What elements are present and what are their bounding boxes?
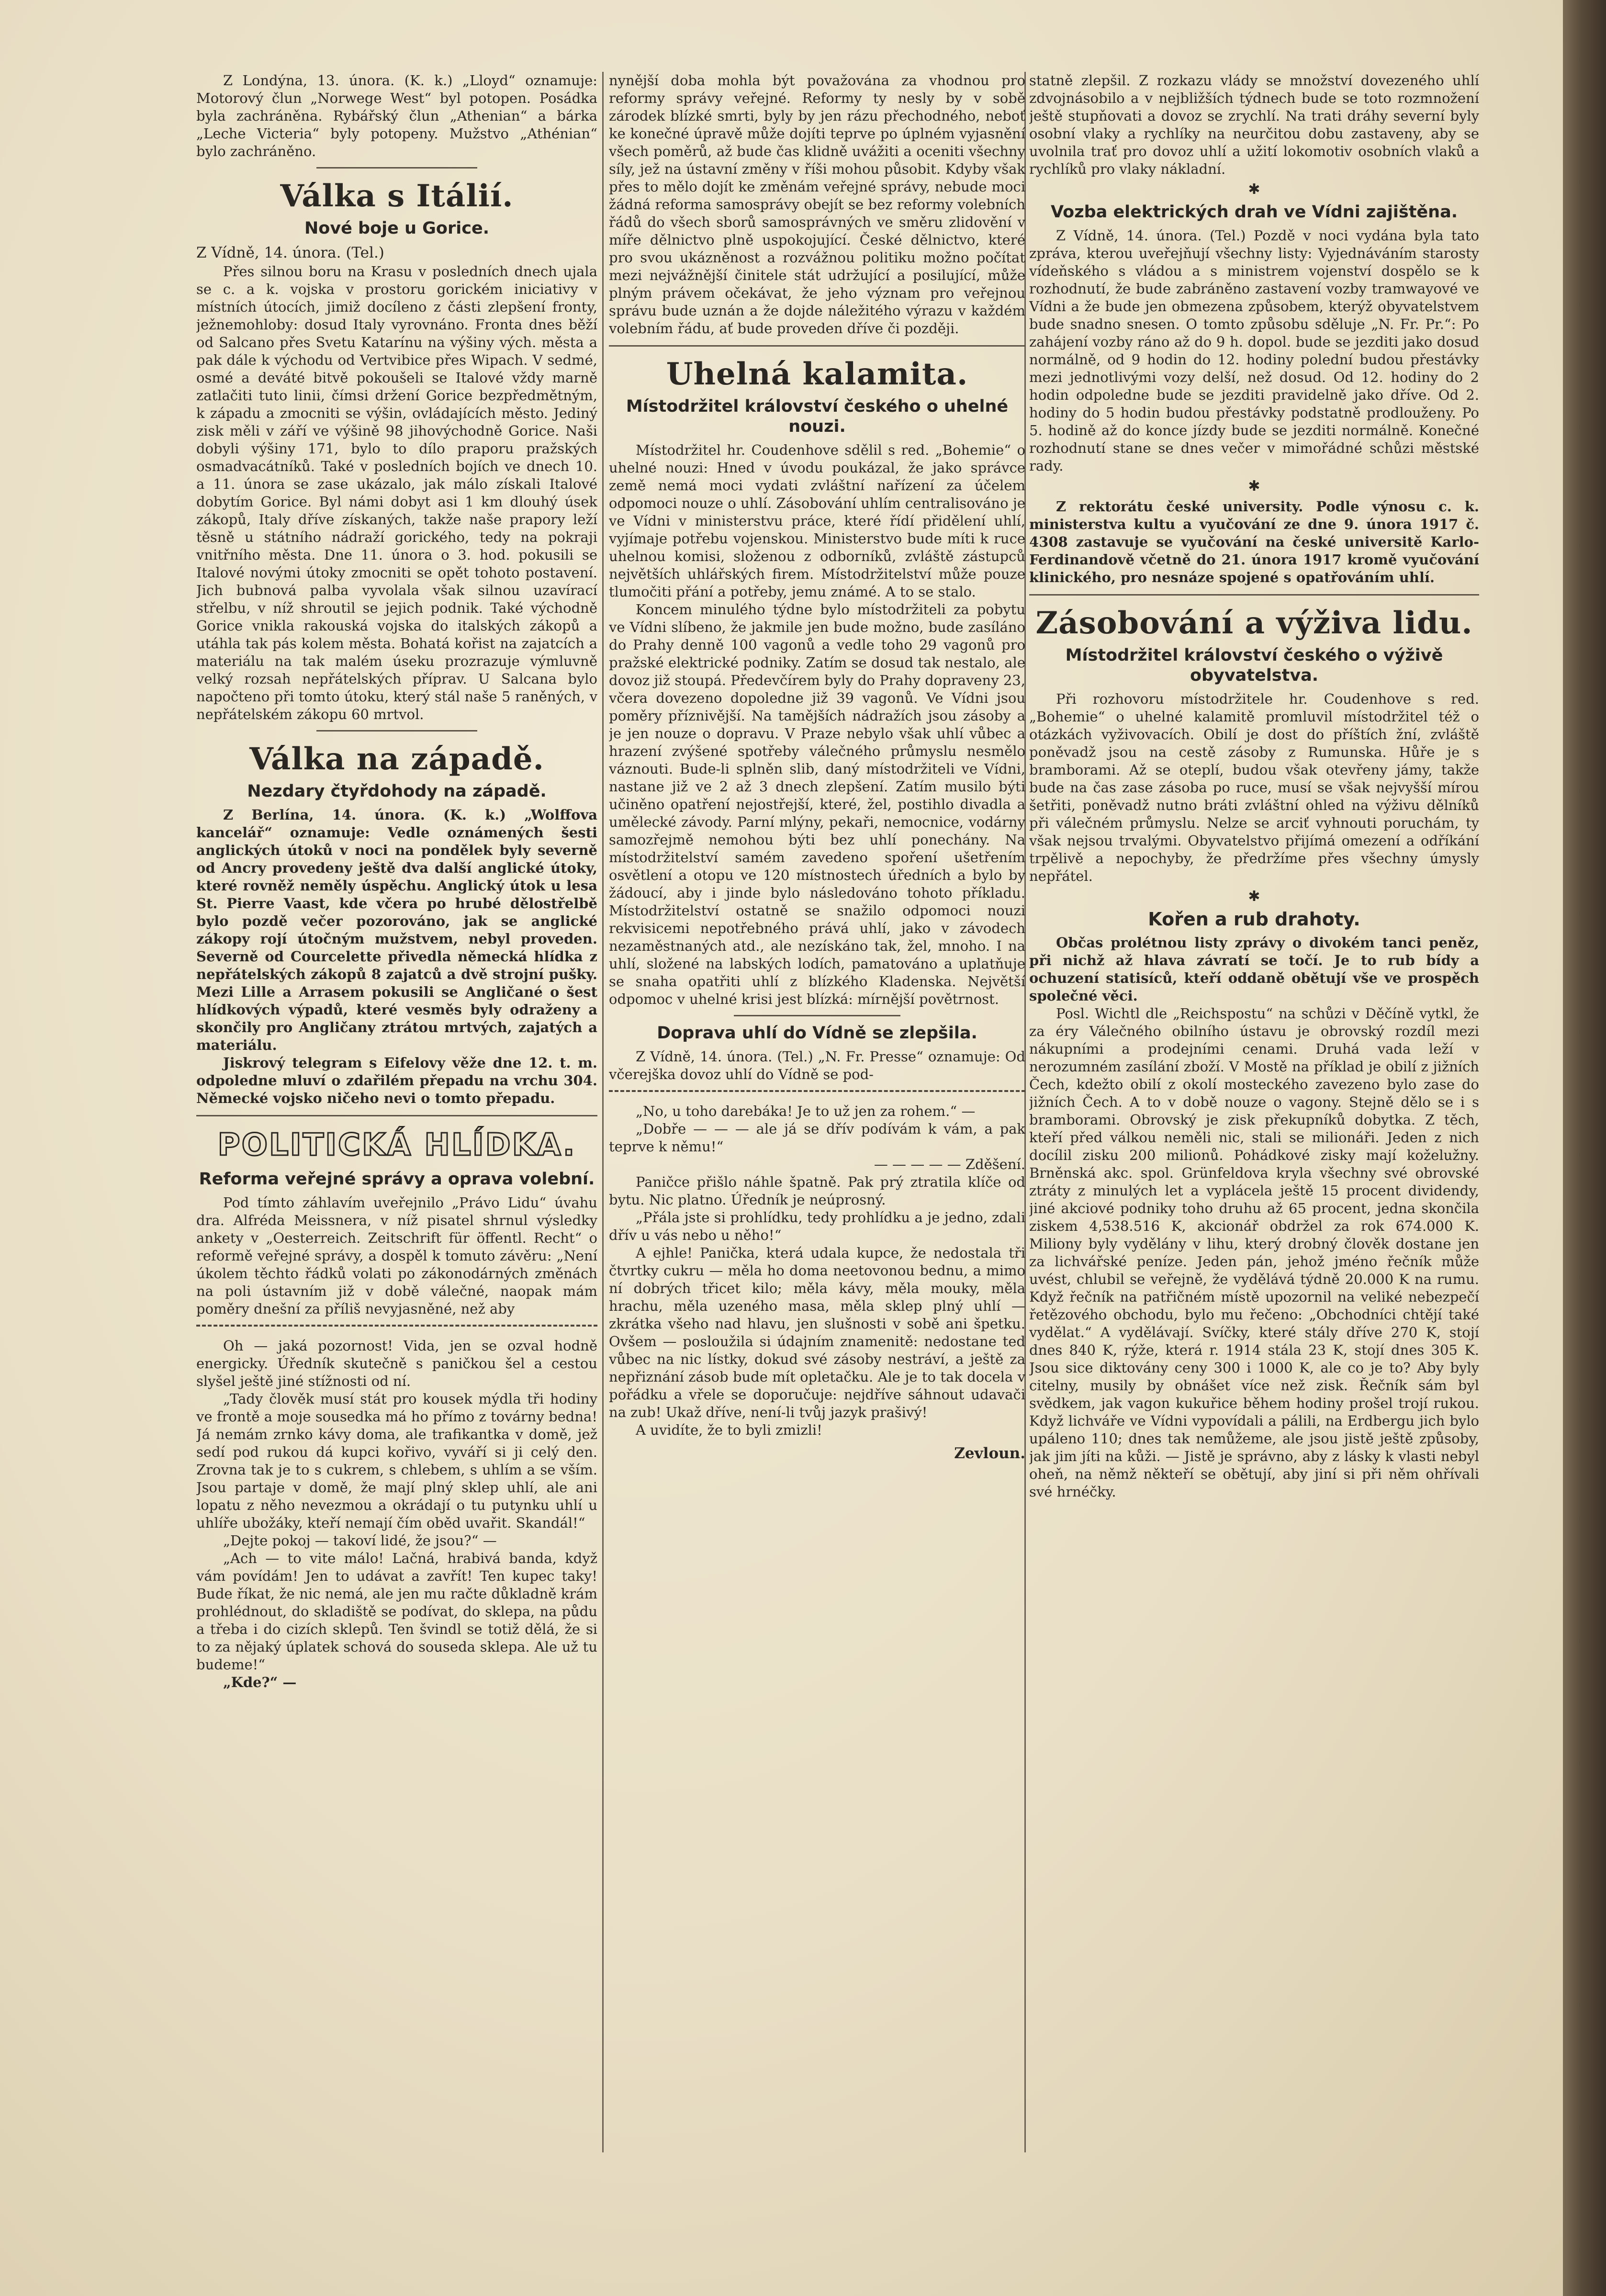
west-war-subheading: Nezdary čtyřdohody na západě. — [247, 781, 547, 801]
coal-transport-heading: Doprava uhlí do Vídně se zlepšila. — [657, 1024, 977, 1043]
price-heading: Kořen a rub drahoty. — [1148, 909, 1360, 930]
feuilleton-divider — [609, 1090, 1025, 1092]
price-intro: Občas prolétnou listy zprávy o divokém tanci peněz, při nichž až hlava závratí se točí. Je to rub bídy a ochuzení statisíců, kteří oddaně obětují vše ve prospěch společné věci. — [1029, 934, 1479, 1004]
food-supply-body: Při rozhovoru místodržitele hr. Coudenhove s red. „Bohemie“ o uhelné kalamitě promluvil místodržitel též o otázkách vyživovacích. Obilí je dost do příštích žní, zvláště poněvadž jsou na cestě zásoby z Rumunska. Hůře je s bramborami. Až se oteplí, budou však otevřeny jámy, takže bude na čas zase zásoba po ruce, musí se však nejvyšší mírou šetřiti, poněvadž nutno bráti zvláštní ohled na výživu dělníků při válečném průmyslu. Nelze se arciť vyhnouti poruchám, ty však nejsou trvalými. Obyvatelstvo přijímá omezení a odříkání trpělivě a nepochyby, že předržíme přes všechny úmysly nepřátel. — [1029, 691, 1479, 884]
story-paragraph: Oh — jaká pozornost! Vida, jen se ozval hodně energicky. Úředník skutečně s paničkou šel a cestou slyšel ještě jiné stížnosti od ní. — [196, 1337, 597, 1389]
feuilleton-divider — [196, 1325, 597, 1327]
divider — [316, 167, 477, 169]
separator-star-icon: ✱ — [1248, 888, 1260, 905]
author-signature: Zevloun. — [954, 1445, 1025, 1462]
london-report: Z Londýna, 13. února. (K. k.) „Lloyd“ oznamuje: Motorový člun „Norwege West“ byl potopen. Posádka byla zachráněna. Rybářský člun „Athenian“ a bárka „Leche Victeria“ byly potopeny. Mužstvo „Athénian“ bylo zachráněno. — [196, 72, 597, 159]
coal-crisis-paragraph: Koncem minulého týdne bylo místodržiteli za pobytu ve Vídni slíbeno, že jakmile jen bude možno, bude zasíláno do Prahy denně 100 vagonů a vedle toho 29 vagonů pro pražské elektrické podniky. Zatím se dosud tak nestalo, ale dovoz již stoupá. Předevčírem byly do Prahy dopraveny 23, včera dovezeno dopoledne již 39 vagonů. Ve Vídni jsou poměry příznivější. Na tamějších nádražích jsou zásoby a je jen nouze o dopravu. V Praze nebylo však uhlí vůbec a hrazení zvýšené spotřeby válečného průmyslu nesmělo váznouti. Bude-li splněn slib, daný místodržiteli ve Vídni, nastane již ve 2 až 3 dnech zlepšení. Zatím musilo býti učiněno opatření nejostřejší, které, žel, postihlo divadla a umělecké závody. Parní mlýny, pekaři, nemocnice, vodárny samozřejmě nemohou býti bez uhlí ponechány. Na místodržitelství samém zavedeno spoření ušetřením osvětlení a otopu ve 120 místnostech úředních a bylo by žádoucí, aby i jinde bylo následováno tohoto příkladu. Místodržitelství ostatně se snažilo odpomoci nouzi rekvisicemi nepotřebného prává uhlí, jako v závodech nezaměstnaných atd., ale nezískáno tak, žel, mnoho. I na uhlí, složené na labských lodích, pamatováno a uplatňuje se snaha opatřiti uhlí z blízkého Kladenska. Největší odpomoc v uhelné krisi jest blízká: mírnější povětrnost. — [609, 601, 1025, 1007]
food-supply-heading: Zásobování a výživa lidu. — [1035, 605, 1473, 641]
coal-transport-body: Z Vídně, 14. února. (Tel.) „N. Fr. Presse“ oznamuje: Od včerejška dovoz uhlí do Vídně se pod- — [609, 1048, 1025, 1082]
coal-crisis-heading: Uhelná kalamita. — [666, 356, 968, 392]
price-body: Posl. Wichtl dle „Reichspostu“ na schůzi v Děčíně vytkl, že za éry Válečného obilního ústavu je obrovský rozdíl mezi nákupními a prodejními cenami. Druhá vada leží v nerozumném zasílání zboží. V Mostě na příklad je obilí z jižních Čech, kdežto obilí z okolí mosteckého zavezeno bylo zase do jižních Čech. A to v době nouze o vagony. Stejně dělo se i s bramborami. Obrovský je zisk překupníků dobytka. Z těch, kteří před válkou neměli nic, stali se milionáři. Jeden z nich docílil zisku 200 milionů. Pohádkové zisky mají koželužny. Brněnská akc. spol. Grünfeldova kryla všechny své obrovské ztráty z minulých let a vyplácela ještě 15 procent dividendy, jiné akciové podniky toho druhu až 65 procent, jedna skončila ziskem 4,538.516 K, akcionář obdržel za rok 674.000 K. Miliony byly vydělány v lihu, který drobný člověk dostane jen za lichvářské peníze. Jeden pán, jehož jméno řečník může uvést, chlubil se veřejně, že vydělává týdně 20.000 K na rumu. Když řečník na patřičném místě upozornil na veliké nebezpečí řetězového obchodu, bylo mu řečeno: „Obchodníci chtějí také vydělat.“ A vydělávají. Svíčky, které stály dříve 270 K, stojí dnes 840 K, rýže, která r. 1914 stála 23 K, stojí dnes 305 K. Jsou sice diktovány ceny 300 i 1000 K, ale co je to? Aby byly citelny, musily by obnášet více než zisk. Řečník sám byl svědkem, jak vagon kukuřice během hodiny prošel trojí rukou. Když lichváře ve Vídni vypovídali a pálili, na Erdbergu jich bylo upáleno 110; dnes tak nemůžeme, ale jsou jistě ještě způsoby, jak jim jíti na kůži. — Jistě je správno, aby z lásky k vlasti nebyl oheň, na němž někteří se obětují, aby jiní si při něm ohřívali své hrnéčky. — [1029, 1005, 1479, 1500]
column-3 — [1029, 72, 1479, 2176]
separator-star-icon: ✱ — [1248, 181, 1260, 198]
story-paragraph: „Ach — to vite málo! Lačná, hrabivá banda, když vám povídám! Jen to udávat a zavřít! Ten kupec taky! Bude říkat, že nic nemá, ale jen mu račte důkladně krám prohlédnout, do skladiště se podívat, do sklepa, na půdu a třeba i do cizích sklepů. Ten švindl se totiž dělá, že si to za nějaký úplatek schová do souseda sklepa. Ale už tu budeme!“ — [196, 1550, 597, 1673]
west-war-telegram: Jiskrový telegram s Eifelovy věže dne 12. t. m. odpoledne mluví o zdařilém přepadu na vrchu 304. Německé vojsko ničeho nevi o tomto přepadu. — [196, 1054, 597, 1106]
story-paragraph: A ejhle! Panička, která udala kupce, že nedostala tři čtvrtky cukru — měla ho doma neetovonou bednu, a mimo ní dobrých třicet kilo; měla kávy, měla mouky, měla hrachu, měla uzeného masa, měla sklep plný uhlí — zkrátka všeho nad hlavu, jen slušnosti v sobě ani špetku. Ovšem — posloužila si údajním znamenitě: nedostane teď vůbec na nic lístky, dokud své zásoby nestráví, a ještě za nepřiznání zásob bude mít opletačku. Ale je to tak docela v pořádku a vřele se doporučuje: nejdříve sáhnout udavači na zub! Ukaž dříve, není-li tvůj jazyk prašivý! — [609, 1245, 1025, 1420]
story-paragraph: „Tady člověk musí stát pro kousek mýdla tři hodiny ve frontě a moje sousedka má ho přímo z továrny bedna! Já nemám zrnko kávy doma, ale trafikantka v domě, jež sedí pod rukou dá kupci kořivo, vyváří si ji celý den. Zrovna tak je to s cukrem, s chlebem, s uhlím a se vším. Jsou partaje v domě, že mají plný sklep uhlí, ale ani lopatu z něho nevezmou a okrádají o tu putynku uhlí u uhlíře ubožáky, kteří nemají čím oběd uvařit. Skandál!“ — [196, 1390, 597, 1531]
italy-war-heading: Válka s Itálií. — [280, 178, 514, 214]
story-paragraph: Paničce přišlo náhle špatně. Pak prý ztratila klíče od bytu. Nic platno. Úředník je neúprosný. — [609, 1174, 1025, 1208]
divider — [734, 1015, 900, 1016]
divider — [196, 1115, 597, 1116]
reform-heading: Reforma veřejné správy a oprava volební. — [199, 1169, 595, 1189]
political-watch-banner: POLITICKÁ HLÍDKA. — [217, 1127, 576, 1163]
university-notice: Z rektorátu české university. Podle výnosu c. k. ministerstva kultu a vyučování ze dne 9. února 1917 č. 4308 zastavuje se vyučování na české universitě Karlo-Ferdinandově včetně do 21. února 1917 kromě vyučování klinického, pro nesnáze spojené s opatřováním uhlí. — [1029, 498, 1479, 585]
column-2 — [609, 72, 1025, 2176]
column-rule-1 — [602, 72, 604, 2152]
west-war-heading: Válka na západě. — [249, 741, 544, 777]
reform-body: Pod tímto záhlavím uveřejnilo „Právo Lidu“ úvahu dra. Alfréda Meissnera, v níž pisatel shrnul výsledky ankety v „Oesterreich. Zeitschrift für öffentl. Recht“ o reformě veřejné správy, a dospěl k tomuto závěru: „Není úkolem těchto řádků volati po zákonodárných změnách na poli ústavním již v době válečné, naopak mám poměry dnešní za příliš nevyjasněné, než aby — [196, 1194, 597, 1317]
story-paragraph: „Přála jste si prohlídku, tedy prohlídku a je jedno, zdali dřív u vás nebo u něho!“ — [609, 1209, 1025, 1243]
story-paragraph: „Dobře — — — ale já se dřív podívám k vám, a pak teprve k němu!“ — [609, 1121, 1025, 1155]
coal-crisis-paragraph: Místodržitel hr. Coudenhove sdělil s red. „Bohemie“ o uhelné nouzi: Hned v úvodu poukázal, že jako správce země nemá moci vydati zvláštní nařízení za účelem odpomoci nouze o uhlí. Zásobování uhlím centralisováno je ve Vídni v ministerstvu práce, které řídí přidělení uhlí, vyjímaje potřebu vojenskou. Ministerstvo bude míti k ruce uhelnou komisi, složenou z odborníků, zvláště zástupců největších uhlářských firem. Místodržitelství může pouze tlumočiti přání a potřeby, jemu známé. A to se stalo. — [609, 442, 1025, 600]
story-paragraph: „No, u toho darebáka! Je to už jen za rohem.“ — — [636, 1103, 976, 1119]
italy-dateline: Z Vídně, 14. února. (Tel.) — [196, 244, 384, 261]
page-edge-shadow — [1563, 0, 1606, 2296]
italy-war-subheading: Nové boje u Gorice. — [304, 219, 489, 238]
separator-star-icon: ✱ — [1248, 478, 1260, 495]
divider — [609, 345, 1025, 347]
story-paragraph: „Dejte pokoj — takoví lidé, že jsou?“ — — [223, 1532, 497, 1549]
tram-body: Z Vídně, 14. února. (Tel.) Pozdě v noci vydána byla tato zpráva, kterou uveřejňují všechny listy: Vyjednáváním starosty vídeňského s vládou a s ministrem vojenství dospělo se k rozhodnutí, že bude zabráněno zastavení vozby tramwayové ve Vídni a že bude jen obmezena způsobem, kterýž obyvatelstvem bude snadno snesen. O tomto způsobu sděluje „N. Fr. Pr.“: Po zahájení vozby ráno až do 9 h. dopol. bude se jezditi jako dosud normálně, od 9 hodin do 12. hodiny polední budou přestávky mezi jednotlivými vozy delší, než dosud. Od 12. hodiny do 2 hodin odpoledne bude se jezditi pravidelně jako dříve. Od 2. hodiny do 5 hodin budou přestávky podstatně prodlouženy. Po 5. hodině až do konce jízdy bude se jezditi normálně. Konečné rozhodnutí stane se dnes večer v mimořádné schůzi městské rady. — [1029, 227, 1479, 474]
coal-transport-continued: statně zlepšil. Z rozkazu vlády se množství dovezeného uhlí zdvojnásobilo a v nejbližších týdnech bude se toto rozmnožení ještě stupňovati a dovoz se zrychlí. Na trati dráhy severní byly osobní vlaky a rychlíky na neurčitou dobu zastaveny, aby se uvolnila trať pro dovoz uhlí a užití lokomotiv osobních vlaků a rychlíků pro vlaky nákladní. — [1029, 72, 1479, 177]
reform-continued: nynější doba mohla být považována za vhodnou pro reformy správy veřejné. Reformy ty nesly by v sobě zárodek blízké smrti, byly by jen rázu přechodného, neboť ke konečné úpravě může dojíti teprve po úplném vyjasnění všech poměrů, až bude čas klidně uvážiti a oceniti všechny síly, jež na ústavní změny v říši mohou působit. Kdyby však přes to mělo dojít ke změnám veřejné správy, nebude moci žádná reforma samosprávy obejít se bez reformy volebních řádů do všech sborů samosprávných ve směru zlidovění v míře dělnictvo plně uspokojující. České dělnictvo, které pro svou ukázněnost a rozvážnou politiku možno počítat mezi nejvážnější činitele stát udržující a posilující, může plným právem očekávat, že jeho význam pro veřejnou správu bude uznán a že dojde náležitého výrazu v každém volebním řádu, ať bude proveden dříve či později. — [609, 72, 1025, 337]
west-war-body: Z Berlína, 14. února. (K. k.) „Wolffova kancelář“ oznamuje: Vedle oznámených šesti anglických útoků v noci na pondělek byly severně od Ancry provedeny ještě dva další anglické útoky, které rovněž neměly úspěchu. Anglický útok u lesa St. Pierre Vaast, kde včera po hrubé dělostřelbě bylo pozdě večer pozorováno, jak se anglické zákopy rojí útočným mužstvem, nebyl proveden. Severně od Courcelette přivedla německá hlídka z nepřátelských zákopů 8 zajatců a dvě strojní pušky. Mezi Lille a Arrasem pokusili se Angličané o šest hlídkových výpadů, které vesměs byly odraženy a skončily pro Angličany ztrátou mrtvých, zajatých a materiálu. — [196, 806, 597, 1053]
story-paragraph: „Kde?“ — — [223, 1674, 297, 1690]
food-supply-subheading: Místodržitel království českého o výživě obyvatelstva. — [1065, 646, 1443, 685]
column-1 — [196, 72, 597, 2176]
italy-war-body: Přes silnou boru na Krasu v posledních dnech ujala se c. a k. vojska v prostoru gorickém iniciativy v místních útocích, jimiž docíleno z části zlepšení fronty, ježnemohloby: dosud Italy vyrovnáno. Fronta dnes běží od Salcano přes Svetu Katarínu na výšiny vých. města a pak dále k východu od Vertvibice přes Wipach. V sedmé, osmé a deváté bitvě pokoušeli se Italové vždy marně zatlačiti tuto linii, čímsi držení Gorice bezpředmětným, k západu a zmocniti se výšin, ovládajících město. Jediný zisk měli v září ve výšině 98 jihovýchodně Gorice. Naši dobyli výšiny 171, bylo to dílo praporu pražských osmadvacátníků. Také v posledních bojích ve dnech 10. a 11. února se zase ukázalo, jak málo získali Italové dobytím Gorice. Byl námi dobyt asi 1 km dlouhý úsek zákopů, Italy dříve získaných, takže naše prapory leží těsně u státního nádraží gorického, tedy na pokraji vnitřního města. Dne 11. února o 3. hod. pokusili se Italové novými útoky zmocniti se opět tohoto postavení. Jich bubnová palba vyvolala však silnou uzavírací střelbu, v níž shroutil se jejich podnik. Také východně Gorice vnikla rakouská vojska do italských zákopů a utáhla tak pás kolem města. Bohatá kořist na zajatcích a materiálu na tak malém úseku prozrazuje výmluvně velký rozsah nepřátelských příprav. U Salcana bylo napočteno při tomto útoku, který stál naše 5 raněných, v nepřátelském zákopu 60 mrtvol. — [196, 263, 597, 722]
story-paragraph: — — — — — Zděšení. — [874, 1156, 1025, 1172]
tram-heading: Vozba elektrických drah ve Vídni zajištěna. — [1051, 203, 1458, 222]
story-paragraph: A uvidíte, že to byli zmizli! — [636, 1422, 822, 1438]
coal-crisis-subheading: Místodržitel království českého o uhelné nouzi. — [626, 397, 1009, 436]
divider — [1029, 594, 1479, 596]
divider — [316, 730, 477, 732]
